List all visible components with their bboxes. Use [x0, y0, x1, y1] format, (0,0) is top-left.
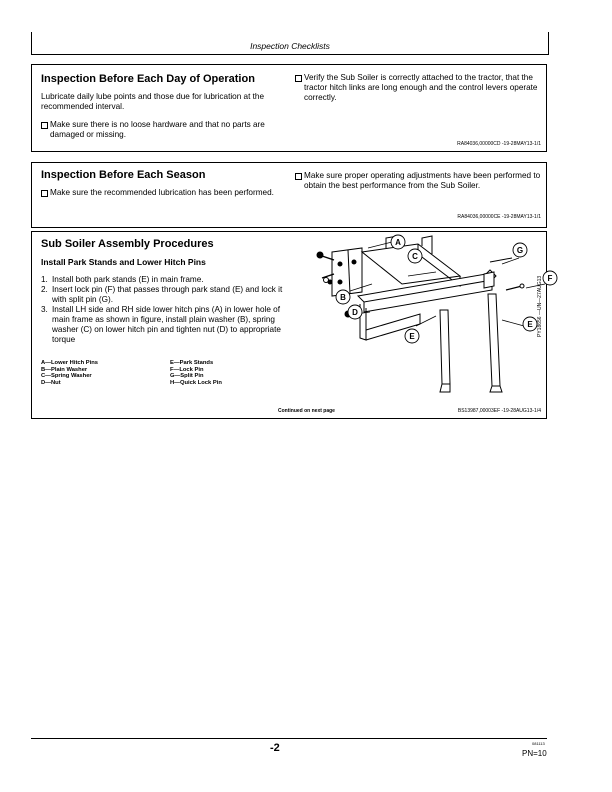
- step-text: Insert lock pin (F) that passes through park stand (E) and lock it with split pin (G).: [52, 285, 283, 304]
- checkbox-icon: [41, 190, 48, 197]
- pn-label: PN=10: [522, 749, 547, 758]
- callout-e-left: E: [409, 332, 415, 341]
- page-header: [31, 32, 549, 55]
- step-text: Install both park stands (E) in main frame.: [52, 275, 204, 284]
- legend-right: [170, 360, 222, 386]
- checklist-text: Make sure the recommended lubrication has been performed.: [50, 188, 274, 197]
- callout-g: G: [516, 246, 524, 255]
- step-item: [41, 285, 293, 305]
- checklist-item: [41, 120, 290, 140]
- step-number: 3.: [41, 305, 48, 314]
- checkbox-icon: [295, 173, 302, 180]
- reference-code: RA84036,00000CE -19-28MAY13-1/1: [457, 214, 541, 220]
- step-item: [41, 275, 293, 285]
- footer-rule: [31, 738, 547, 739]
- step-item: [41, 305, 293, 345]
- park-stand-hitch-figure: [290, 234, 553, 399]
- footer-date-code: 081113: [532, 741, 545, 746]
- checklist-item: [41, 188, 290, 198]
- legend-item: B—Plain Washer: [41, 366, 88, 373]
- figure-code: PY18656 —UN—27AUG13: [537, 275, 543, 337]
- callout-c: C: [412, 252, 418, 261]
- section-title: Sub Soiler Assembly Procedures: [41, 238, 214, 250]
- callout-e-right: E: [527, 320, 533, 329]
- callout-d: D: [352, 308, 358, 317]
- checkbox-icon: [41, 122, 48, 129]
- legend-item: E—Park Stands: [170, 360, 214, 366]
- section-title: Inspection Before Each Day of Operation: [41, 73, 255, 85]
- callout-b: B: [340, 293, 346, 302]
- legend-left: [41, 360, 98, 386]
- section-title: Inspection Before Each Season: [41, 169, 206, 181]
- section-season-inspection: [31, 162, 547, 228]
- section-assembly: [31, 231, 553, 419]
- legend-item: C—Spring Washer: [41, 373, 92, 380]
- reference-code: BS13987,00003EF -19-28AUG13-1/4: [457, 408, 541, 414]
- page-number: -2: [270, 742, 280, 754]
- callout-f: F: [547, 274, 553, 283]
- checklist-item: [295, 171, 550, 191]
- legend-item: D—Nut: [41, 379, 61, 386]
- checklist-item: [295, 73, 550, 103]
- intro-text: Lubricate daily lube points and those due for lubrication at the recommended interval.: [41, 92, 265, 111]
- checklist-text: Make sure proper operating adjustments have been performed to obtain the best performance from the Sub Soiler.: [304, 171, 541, 190]
- step-number: 2.: [41, 285, 48, 294]
- header-title: Inspection Checklists: [250, 41, 330, 51]
- checkbox-icon: [295, 75, 302, 82]
- legend-item: A—Lower Hitch Pins: [41, 360, 99, 366]
- checklist-text: Make sure there is no loose hardware and that no parts are damaged or missing.: [50, 120, 265, 139]
- section-daily-inspection: [31, 64, 547, 152]
- legend-item: G—Split Pin: [170, 373, 204, 380]
- callout-a: A: [395, 238, 401, 247]
- checklist-text: Verify the Sub Soiler is correctly attached to the tractor, that the tractor hitch links are long enough and the control levers operate correctly.: [304, 73, 538, 102]
- legend-item: F—Lock Pin: [170, 366, 204, 373]
- subsection-title: Install Park Stands and Lower Hitch Pins: [41, 257, 206, 267]
- legend-item: H—Quick Lock Pin: [170, 379, 222, 386]
- continued-note: Continued on next page: [278, 408, 335, 414]
- step-text: Install LH side and RH side lower hitch pins (A) in lower hole of main frame as shown in figure, install plain washer (B), spring washer (C) on lower hitch pin and tighten nut (D) to appropriate torque: [52, 305, 281, 344]
- reference-code: RA84036,00000CD -19-28MAY13-1/1: [457, 141, 541, 147]
- steps-list: [41, 275, 293, 345]
- step-number: 1.: [41, 275, 48, 284]
